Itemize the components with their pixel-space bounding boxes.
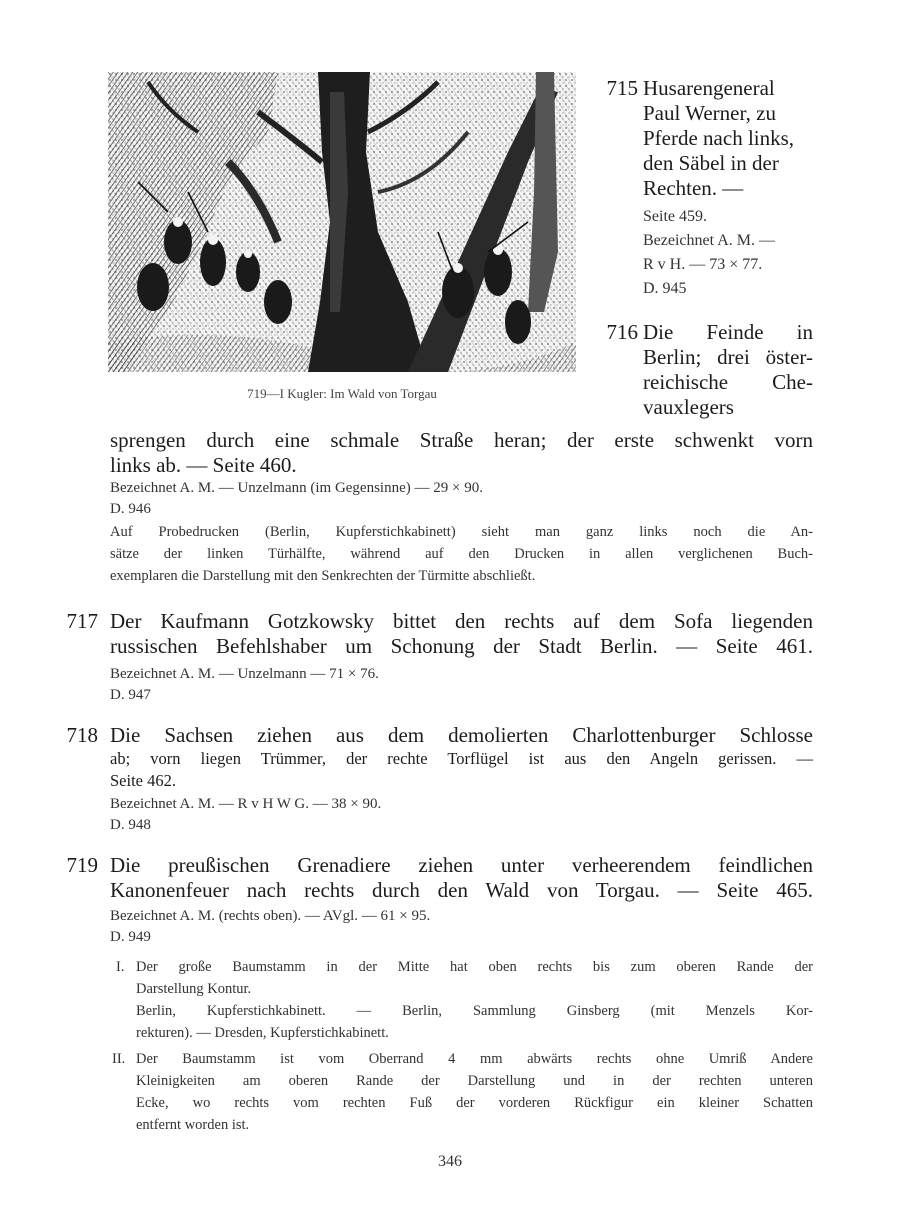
entry-718-title-line: Seite 462.: [110, 771, 176, 790]
state-1-collection-line: rekturen). — Dresden, Kupferstichkabinett.: [136, 1025, 389, 1041]
engraving-image: [108, 72, 576, 372]
entry-717-title-line: russischen Befehlshaber um Schonung der Stadt Berlin. — Seite 461.: [110, 634, 813, 658]
entry-716-title-line: Berlin; drei öster-: [643, 345, 813, 369]
state-2-line: Kleinigkeiten am oberen Rande der Darstellung und in der rechten unteren: [136, 1073, 813, 1089]
state-1-line: Darstellung Kontur.: [136, 981, 252, 997]
entry-715-title-line: Rechten. —: [643, 176, 744, 200]
entry-718-title-line: Die Sachsen ziehen aus dem demolierten Charlottenburger Schlosse: [110, 723, 813, 747]
state-2-label: II.: [112, 1051, 126, 1067]
entry-718-title-line: ab; vorn liegen Trümmer, der rechte Torflügel ist aus den Angeln gerissen. —: [110, 749, 813, 768]
entry-716-note-line: sätze der linken Türhälfte, während auf den Drucken in allen verglichenen Buch-: [110, 546, 813, 562]
entry-715-details: [643, 205, 843, 301]
entry-718-details: [110, 794, 813, 836]
entry-716-signed: Bezeichnet A. M. — Unzelmann (im Gegensinne) — 29 × 90.: [110, 480, 483, 496]
entry-719-details: [110, 906, 813, 948]
entry-715-page-ref: Seite 459.: [643, 208, 707, 225]
state-1-line: Der große Baumstamm in der Mitte hat oben rechts bis zum oberen Rande der: [136, 959, 813, 975]
state-2-line: entfernt worden ist.: [136, 1117, 250, 1133]
entry-number-716: 716: [606, 320, 638, 344]
state-2-text: [136, 1048, 813, 1136]
entry-718-title-cont: [110, 748, 813, 792]
page-number: 346: [438, 1153, 462, 1170]
entry-719-title: [110, 853, 813, 903]
entry-715-title-line: Paul Werner, zu: [643, 101, 776, 125]
entry-715-signed-line: Bezeichnet A. M. —: [643, 232, 775, 249]
entry-717-d-number: D. 947: [110, 687, 151, 703]
entry-716-title-line: links ab. — Seite 460.: [110, 453, 297, 477]
state-1-text: [136, 956, 813, 1044]
entry-716-title-line: vauxlegers: [643, 395, 734, 419]
entry-717-title-line: Der Kaufmann Gotzkowsky bittet den rechts auf dem Sofa liegenden: [110, 609, 813, 633]
entry-718-signed: Bezeichnet A. M. — R v H W G. — 38 × 90.: [110, 796, 382, 812]
entry-number-715: 715: [606, 76, 638, 100]
entry-716-d-number: D. 946: [110, 501, 151, 517]
entry-716-title-line: sprengen durch eine schmale Straße heran; der erste schwenkt vorn: [110, 428, 813, 452]
illustration-caption: 719—I Kugler: Im Wald von Torgau: [247, 386, 437, 401]
state-1-collection-line: Berlin, Kupferstichkabinett. — Berlin, Sammlung Ginsberg (mit Menzels Kor-: [136, 1003, 813, 1019]
entry-716-note-line: exemplaren die Darstellung mit den Senkrechten der Türmitte abschließt.: [110, 568, 536, 584]
entry-716-title-line: reichische Che-: [643, 370, 813, 394]
entry-716-title-line: Die Feinde in: [643, 320, 813, 344]
entry-716-details: [110, 478, 813, 520]
entry-715-title: [643, 76, 843, 201]
entry-716-title-right: [643, 320, 813, 420]
entry-715-title-line: den Säbel in der: [643, 151, 779, 175]
entry-number-718: 718: [66, 723, 98, 747]
entry-715-title-line: Pferde nach links,: [643, 126, 795, 150]
entry-719-title-line: Kanonenfeuer nach rechts durch den Wald von Torgau. — Seite 465.: [110, 878, 813, 902]
entry-717-title: [110, 609, 813, 659]
entry-715-signed-line: R v H. — 73 × 77.: [643, 256, 763, 273]
entry-717-details: [110, 664, 813, 706]
entry-715-title-line: Husarengeneral: [643, 76, 775, 100]
entry-number-717: 717: [66, 609, 98, 633]
entry-715-d-number: D. 945: [643, 280, 687, 297]
entry-717-signed: Bezeichnet A. M. — Unzelmann — 71 × 76.: [110, 666, 379, 682]
entry-719-signed: Bezeichnet A. M. (rechts oben). — AVgl. — 61 × 95.: [110, 908, 431, 924]
entry-719-d-number: D. 949: [110, 929, 151, 945]
entry-719-title-line: Die preußischen Grenadiere ziehen unter verheerendem feindlichen: [110, 853, 813, 877]
state-2-line: Der Baumstamm ist vom Oberrand 4 mm abwärts rechts ohne Umriß Andere: [136, 1051, 813, 1067]
entry-716-title-full: [110, 428, 813, 478]
illustration-forest-engraving: [108, 72, 576, 372]
state-1-label: I.: [116, 959, 125, 975]
entry-716-note-line: Auf Probedrucken (Berlin, Kupferstichkabinett) sieht man ganz links noch die An-: [110, 524, 813, 540]
state-2-line: Ecke, wo rechts vom rechten Fuß der vorderen Rückfigur ein kleiner Schatten: [136, 1095, 813, 1111]
entry-number-719: 719: [66, 853, 98, 877]
entry-716-note: [110, 521, 813, 587]
entry-718-d-number: D. 948: [110, 817, 151, 833]
entry-718-title: [110, 723, 813, 748]
